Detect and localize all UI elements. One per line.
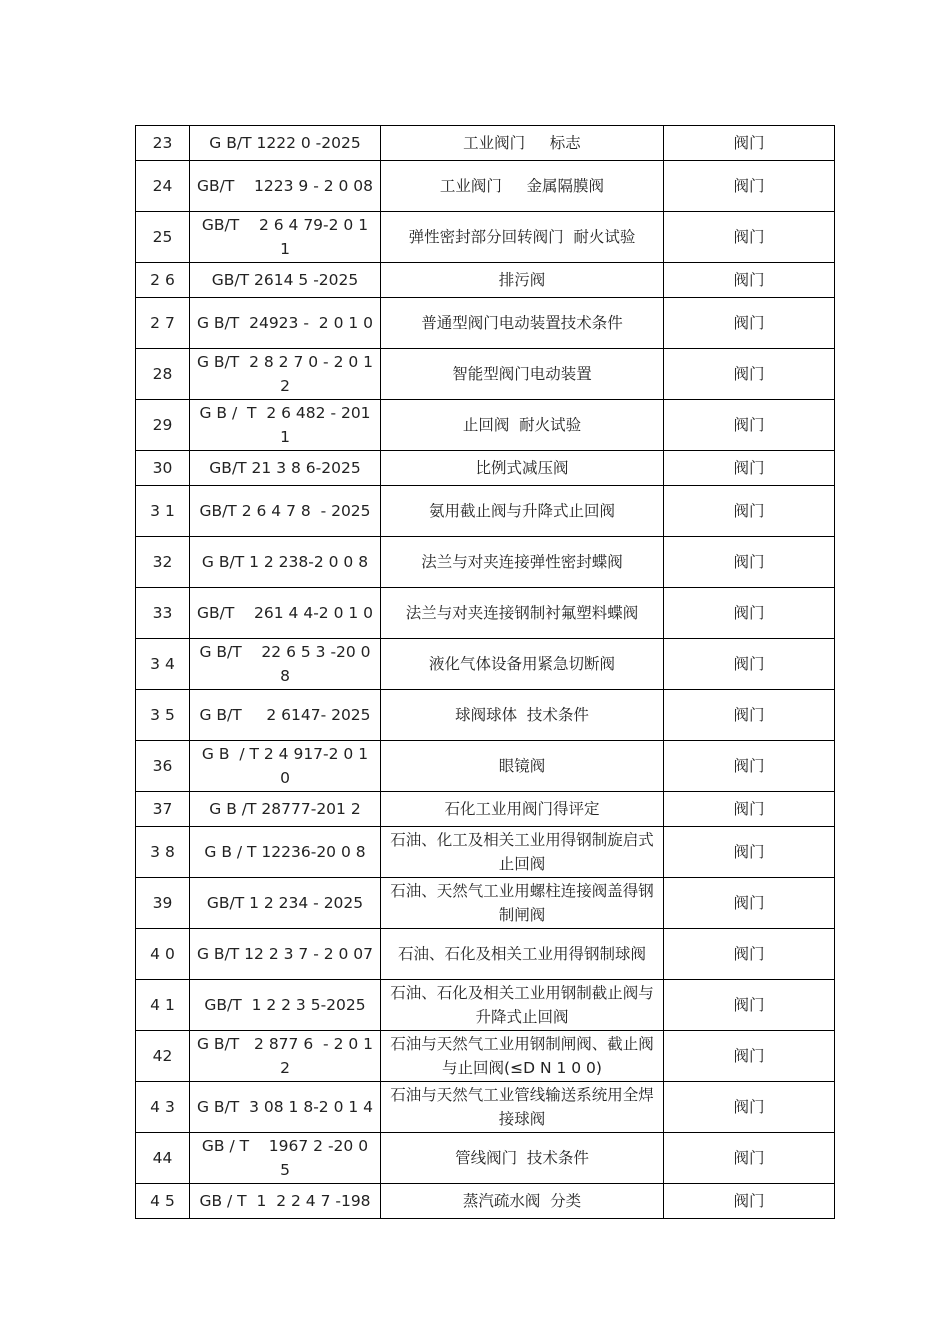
standard-code: GB / T 1 2 2 4 7 -198: [190, 1184, 381, 1219]
standard-title: 眼镜阀: [381, 741, 664, 792]
table-row: [136, 263, 835, 298]
standard-title: 球阀球体 技术条件: [381, 690, 664, 741]
standard-category: 阀门: [664, 741, 835, 792]
standard-code: GB/T 1223 9 - 2 0 08: [190, 161, 381, 212]
standard-category: 阀门: [664, 792, 835, 827]
standard-title: 石油、石化及相关工业用钢制截止阀与升降式止回阀: [381, 980, 664, 1031]
row-number: 3 5: [136, 690, 190, 741]
table-row: [136, 298, 835, 349]
standard-code: GB/T 2614 5 -2025: [190, 263, 381, 298]
standard-title: 弹性密封部分回转阀门 耐火试验: [381, 212, 664, 263]
standard-code: GB/T 2 6 4 7 8 - 2025: [190, 486, 381, 537]
table-row: [136, 827, 835, 878]
row-number: 4 0: [136, 929, 190, 980]
row-number: 32: [136, 537, 190, 588]
standard-code: GB/T 2 6 4 79-2 0 1 1: [190, 212, 381, 263]
standard-code: G B/T 2 6147- 2025: [190, 690, 381, 741]
standard-code: G B / T 2 6 482 - 201 1: [190, 400, 381, 451]
table-row: [136, 486, 835, 537]
row-number: 4 5: [136, 1184, 190, 1219]
table-row: [136, 400, 835, 451]
standard-category: 阀门: [664, 126, 835, 161]
standard-title: 石油与天然气工业管线输送系统用全焊接球阀: [381, 1082, 664, 1133]
table-row: [136, 690, 835, 741]
table-row: [136, 161, 835, 212]
row-number: 3 4: [136, 639, 190, 690]
standard-category: 阀门: [664, 400, 835, 451]
standard-title: 工业阀门 标志: [381, 126, 664, 161]
row-number: 24: [136, 161, 190, 212]
row-number: 39: [136, 878, 190, 929]
row-number: 3 8: [136, 827, 190, 878]
row-number: 29: [136, 400, 190, 451]
standard-title: 管线阀门 技术条件: [381, 1133, 664, 1184]
standard-category: 阀门: [664, 263, 835, 298]
standard-title: 石油与天然气工业用钢制闸阀、截止阀与止回阀(≤D N 1 0 0): [381, 1031, 664, 1082]
standard-title: 智能型阀门电动装置: [381, 349, 664, 400]
standard-category: 阀门: [664, 1184, 835, 1219]
standard-category: 阀门: [664, 212, 835, 263]
table-row: [136, 929, 835, 980]
standard-code: GB/T 21 3 8 6-2025: [190, 451, 381, 486]
table-row: [136, 1031, 835, 1082]
standard-category: 阀门: [664, 588, 835, 639]
standards-table: [135, 125, 835, 1219]
standard-title: 石油、石化及相关工业用得钢制球阀: [381, 929, 664, 980]
table-row: [136, 1082, 835, 1133]
standard-title: 石化工业用阀门得评定: [381, 792, 664, 827]
row-number: 44: [136, 1133, 190, 1184]
standard-code: G B / T 2 4 917-2 0 1 0: [190, 741, 381, 792]
table-row: [136, 980, 835, 1031]
row-number: 36: [136, 741, 190, 792]
standard-title: 法兰与对夹连接弹性密封蝶阀: [381, 537, 664, 588]
standard-code: G B/T 2 877 6 - 2 0 12: [190, 1031, 381, 1082]
table-row: [136, 878, 835, 929]
table-row: [136, 741, 835, 792]
row-number: 33: [136, 588, 190, 639]
standard-category: 阀门: [664, 929, 835, 980]
standard-code: G B / T 12236-20 0 8: [190, 827, 381, 878]
row-number: 28: [136, 349, 190, 400]
table-row: [136, 451, 835, 486]
standard-category: 阀门: [664, 980, 835, 1031]
table-row: [136, 588, 835, 639]
standard-category: 阀门: [664, 690, 835, 741]
standard-code: G B/T 22 6 5 3 -20 0 8: [190, 639, 381, 690]
row-number: 2 6: [136, 263, 190, 298]
standard-category: 阀门: [664, 451, 835, 486]
standard-title: 比例式减压阀: [381, 451, 664, 486]
row-number: 2 7: [136, 298, 190, 349]
row-number: 30: [136, 451, 190, 486]
table-row: [136, 349, 835, 400]
row-number: 37: [136, 792, 190, 827]
table-row: [136, 126, 835, 161]
standard-code: GB/T 261 4 4-2 0 1 0: [190, 588, 381, 639]
standard-category: 阀门: [664, 1082, 835, 1133]
standard-title: 止回阀 耐火试验: [381, 400, 664, 451]
standard-title: 蒸汽疏水阀 分类: [381, 1184, 664, 1219]
standard-category: 阀门: [664, 298, 835, 349]
standard-category: 阀门: [664, 1133, 835, 1184]
row-number: 25: [136, 212, 190, 263]
table-row: [136, 639, 835, 690]
table-row: [136, 212, 835, 263]
table-row: [136, 1133, 835, 1184]
standard-category: 阀门: [664, 161, 835, 212]
row-number: 3 1: [136, 486, 190, 537]
standard-code: GB/T 1 2 234 - 2025: [190, 878, 381, 929]
row-number: 4 3: [136, 1082, 190, 1133]
standard-code: G B/T 12 2 3 7 - 2 0 07: [190, 929, 381, 980]
standard-category: 阀门: [664, 878, 835, 929]
standard-code: G B/T 1222 0 -2025: [190, 126, 381, 161]
standard-title: 排污阀: [381, 263, 664, 298]
standard-code: G B/T 1 2 238-2 0 0 8: [190, 537, 381, 588]
standard-title: 氨用截止阀与升降式止回阀: [381, 486, 664, 537]
standard-code: G B/T 24923 - 2 0 1 0: [190, 298, 381, 349]
standard-category: 阀门: [664, 827, 835, 878]
standard-category: 阀门: [664, 486, 835, 537]
standard-category: 阀门: [664, 349, 835, 400]
standard-title: 普通型阀门电动装置技术条件: [381, 298, 664, 349]
standard-title: 石油、化工及相关工业用得钢制旋启式止回阀: [381, 827, 664, 878]
row-number: 23: [136, 126, 190, 161]
table-row: [136, 792, 835, 827]
row-number: 42: [136, 1031, 190, 1082]
table-row: [136, 537, 835, 588]
standard-category: 阀门: [664, 639, 835, 690]
row-number: 4 1: [136, 980, 190, 1031]
standard-title: 石油、天然气工业用螺柱连接阀盖得钢制闸阀: [381, 878, 664, 929]
standard-code: GB/T 1 2 2 3 5-2025: [190, 980, 381, 1031]
table-row: [136, 1184, 835, 1219]
standard-title: 法兰与对夹连接钢制衬氟塑料蝶阀: [381, 588, 664, 639]
standard-code: G B /T 28777-201 2: [190, 792, 381, 827]
standards-table-body: [136, 126, 835, 1219]
standard-code: G B/T 2 8 2 7 0 - 2 0 1 2: [190, 349, 381, 400]
standard-category: 阀门: [664, 1031, 835, 1082]
standard-title: 液化气体设备用紧急切断阀: [381, 639, 664, 690]
standard-title: 工业阀门 金属隔膜阀: [381, 161, 664, 212]
standard-code: G B/T 3 08 1 8-2 0 1 4: [190, 1082, 381, 1133]
standard-code: GB / T 1967 2 -20 0 5: [190, 1133, 381, 1184]
standard-category: 阀门: [664, 537, 835, 588]
